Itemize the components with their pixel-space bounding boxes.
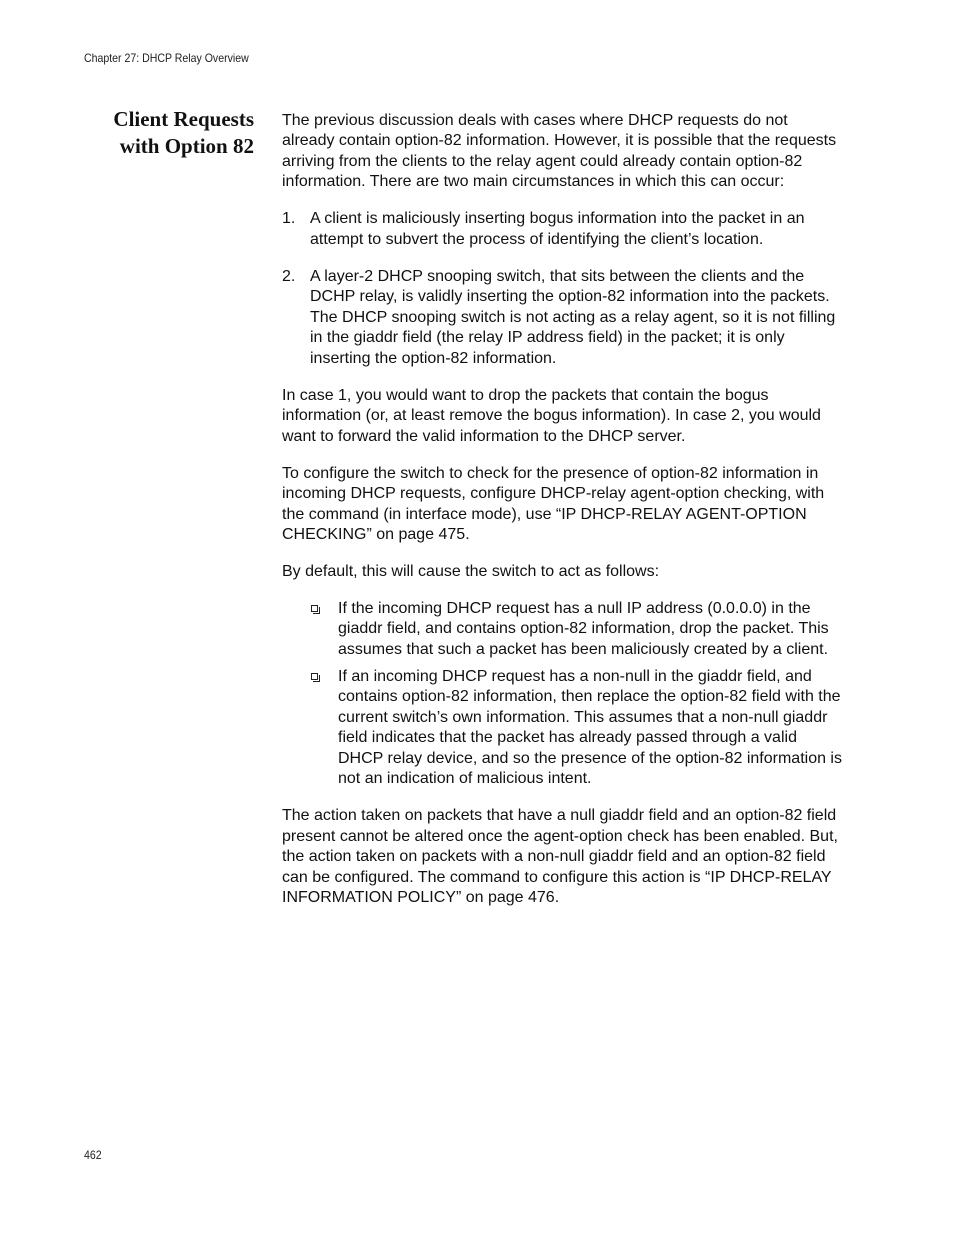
closing-paragraph: The action taken on packets that have a null giaddr field and an option-82 field present cannot be altered once the agent-option check has been enabled. But, the action taken on packets with a non-null giaddr field and an option-82 field can be configured. The command to configure this action is “IP DHCP-RELAY INFORMATION POLICY” on page 476.: [282, 807, 838, 906]
bullet-list: [282, 599, 842, 790]
section-heading-line-2: with Option 82: [119, 134, 254, 158]
section-heading: [60, 106, 254, 160]
numbered-list: [282, 209, 842, 369]
body-content: [282, 111, 842, 925]
list-number: 1.: [282, 210, 296, 228]
checkbox-bullet-icon: [311, 605, 318, 612]
running-header: Chapter 27: DHCP Relay Overview: [84, 51, 249, 65]
list-number: 2.: [282, 267, 296, 285]
bullet-text: If the incoming DHCP request has a null IP address (0.0.0.0) in the giaddr field, and contains option-82 information, drop the packet. This assumes that such a packet has been maliciously created by a client.: [338, 599, 829, 658]
list-item-text: A layer-2 DHCP snooping switch, that sits between the clients and the DCHP relay, is validly inserting the option-82 information into the packets. The DHCP snooping switch is not acting as a relay agent, so it is not filling in the giaddr field (the relay IP address field) in the packet; it is only inserting the option-82 information.: [310, 267, 836, 367]
bullet-item: [282, 599, 842, 660]
default-behavior-intro: By default, this will cause the switch to act as follows:: [282, 562, 660, 580]
list-item-text: A client is maliciously inserting bogus information into the packet in an attempt to subvert the process of identifying the client’s location.: [310, 210, 805, 248]
intro-paragraph: The previous discussion deals with cases where DHCP requests do not already contain option-82 information. However, it is possible that the requests arriving from the clients to the relay agent could already contain option-82 information. There are two main circumstances in which this can occur:: [282, 112, 837, 191]
bullet-text: If an incoming DHCP request has a non-null in the giaddr field, and contains option-82 information, then replace the option-82 field with the current switch’s own information. This assumes that a non-null giaddr field indicates that the packet has already passed through a valid DHCP relay device, and so the presence of the option-82 information is not an indication of malicious intent.: [338, 667, 842, 787]
list-item: [282, 209, 842, 250]
case-handling-paragraph: In case 1, you would want to drop the packets that contain the bogus information (or, at least remove the bogus information). In case 2, you would want to forward the valid information to the DHCP server.: [282, 386, 821, 445]
configure-paragraph: To configure the switch to check for the presence of option-82 information in incoming DHCP requests, configure DHCP-relay agent-option checking, with the command (in interface mode), use “IP DHCP-RELAY AGENT-OPTION CHECKING” on page 475.: [282, 464, 825, 543]
page-number: 462: [84, 1148, 102, 1162]
section-heading-line-1: Client Requests: [113, 107, 254, 131]
bullet-item: [282, 667, 842, 789]
checkbox-bullet-icon: [311, 673, 318, 680]
list-item: [282, 267, 842, 369]
